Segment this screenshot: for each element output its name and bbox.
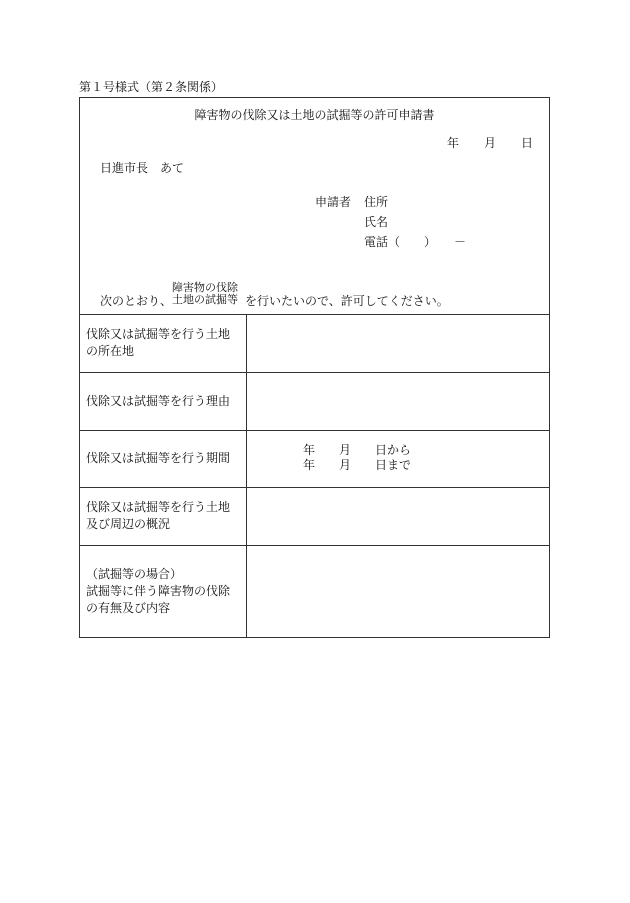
period-end: 年 月 日まで <box>303 458 412 472</box>
addressee: 日進市長 あて <box>100 161 185 175</box>
date-month-label: 月 <box>484 136 497 150</box>
row-label-period <box>86 430 244 487</box>
row-label-line: の有無及び内容 <box>86 601 171 615</box>
form-title: 障害物の伐除又は土地の試掘等の許可申請書 <box>194 108 435 122</box>
surroundings-value-field[interactable] <box>248 488 548 545</box>
location-value-field[interactable] <box>248 315 548 372</box>
period-value-field[interactable] <box>248 431 548 487</box>
request-suffix: を行いたいので、許可してください。 <box>245 294 449 308</box>
row-label-line: 試掘等に伴う障害物の伐除 <box>86 584 231 598</box>
row-label-line: の所在地 <box>86 344 135 358</box>
row-label-line: 伐除又は試掘等を行う土地 <box>86 327 231 341</box>
applicant-label: 申請者 <box>315 195 352 209</box>
request-option-excavation: 土地の試掘等 <box>172 293 239 306</box>
period-start: 年 月 日から <box>303 443 412 457</box>
row-label-reason <box>86 372 244 430</box>
request-options <box>172 281 245 306</box>
row-label-location <box>86 314 244 372</box>
row-label-obstacle-removal <box>86 545 244 638</box>
application-form <box>79 97 550 638</box>
request-statement <box>100 281 449 308</box>
form-header <box>80 98 549 314</box>
row-label-line: （試掘等の場合） <box>86 567 183 581</box>
row-label-line: 伐除又は試掘等を行う期間 <box>86 451 231 465</box>
request-prefix: 次のとおり、 <box>100 294 173 308</box>
name-label: 氏名 <box>364 215 389 229</box>
request-option-obstacle: 障害物の伐除 <box>172 281 239 294</box>
date-year-label: 年 <box>447 136 460 150</box>
address-label: 住所 <box>364 195 389 209</box>
phone-label: 電話（ ） － <box>364 235 467 249</box>
form-number: 第１号様式（第２条関係） <box>79 80 224 94</box>
row-label-surroundings <box>86 487 244 545</box>
reason-value-field[interactable] <box>248 373 548 430</box>
row-label-line: 伐除又は試掘等を行う土地 <box>86 500 231 514</box>
column-divider <box>246 314 247 638</box>
row-label-line: 及び周辺の概況 <box>86 517 171 531</box>
row-label-line: 伐除又は試掘等を行う理由 <box>86 393 231 408</box>
date-day-label: 日 <box>521 136 534 150</box>
obstacle-removal-value-field[interactable] <box>248 546 548 638</box>
